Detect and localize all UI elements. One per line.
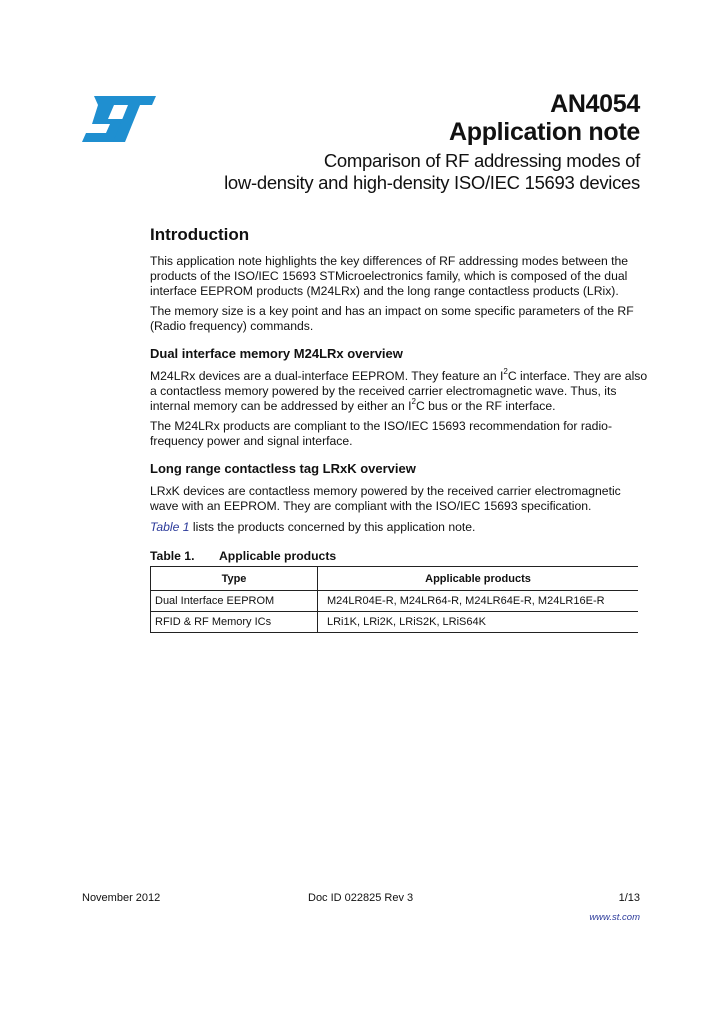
text-line: The M24LRx products are compliant to the ISO/IEC 15693 recommendation for radio-	[150, 419, 613, 433]
text-segment: C interface. They are also	[507, 369, 648, 383]
document-number: AN4054	[550, 90, 640, 118]
text-segment: lists the products concerned by this application note.	[189, 520, 476, 534]
st-logo	[82, 96, 156, 142]
table-header-row	[151, 567, 639, 591]
footer-website-link[interactable]: www.st.com	[589, 912, 640, 923]
text-line: The memory size is a key point and has an impact on some specific parameters of the RF	[150, 304, 634, 318]
long-range-heading: Long range contactless tag LRxK overview	[150, 461, 416, 476]
cell-products: LRi1K, LRi2K, LRiS2K, LRiS64K	[318, 612, 639, 633]
dual-interface-paragraph-1	[150, 366, 650, 414]
footer-page-number: 1/13	[618, 892, 640, 904]
text-line: LRxK devices are contactless memory powered by the received carrier electromagnetic	[150, 484, 621, 498]
table-row	[151, 591, 639, 612]
table-row	[151, 612, 639, 633]
text-line: a contactless memory powered by the received carrier electromagnetic wave. Thus, its	[150, 384, 617, 398]
footer-date: November 2012	[82, 892, 161, 904]
cell-type: RFID & RF Memory ICs	[151, 612, 318, 633]
text-line	[150, 366, 650, 384]
text-line: This application note highlights the key differences of RF addressing modes between the	[150, 254, 629, 268]
footer-doc-id: Doc ID 022825 Rev 3	[308, 892, 414, 904]
table-caption-title: Applicable products	[219, 549, 337, 563]
text-line	[150, 396, 650, 414]
introduction-paragraph-1	[150, 254, 650, 299]
long-range-paragraph-2	[150, 520, 650, 535]
subtitle-line-1: Comparison of RF addressing modes of	[323, 150, 640, 171]
applicable-products-table	[150, 566, 638, 633]
introduction-paragraph-2	[150, 304, 650, 334]
text-line: wave with an EEPROM. They are compliant with the ISO/IEC 15693 specification.	[150, 499, 592, 513]
header-applicable-products: Applicable products	[318, 567, 639, 591]
superscript: 2	[503, 366, 508, 376]
text-segment: C bus or the RF interface.	[415, 399, 556, 413]
text-segment: internal memory can be addressed by either an I	[150, 399, 412, 413]
document-type: Application note	[448, 118, 640, 146]
introduction-heading: Introduction	[150, 225, 250, 244]
subtitle-line-2: low-density and high-density ISO/IEC 15693 devices	[224, 172, 640, 193]
text-line: interface EEPROM products (M24LRx) and the long range contactless products (LRix).	[150, 284, 619, 298]
text-line: (Radio frequency) commands.	[150, 319, 314, 333]
cell-products: M24LR04E-R, M24LR64-R, M24LR64E-R, M24LR16E-R	[318, 591, 639, 612]
text-line: products of the ISO/IEC 15693 STMicroelectronics family, which is composed of the dual	[150, 269, 628, 283]
text-line: frequency power and signal interface.	[150, 434, 353, 448]
dual-interface-paragraph-2	[150, 419, 650, 449]
superscript: 2	[411, 396, 416, 406]
text-line	[150, 520, 650, 535]
table-caption-label: Table 1.	[150, 549, 195, 563]
text-segment: M24LRx devices are a dual-interface EEPROM. They feature an I	[150, 369, 504, 383]
long-range-paragraph-1	[150, 484, 650, 514]
dual-interface-heading: Dual interface memory M24LRx overview	[150, 346, 403, 361]
table-1-link[interactable]: Table 1	[150, 520, 190, 534]
header-type: Type	[151, 567, 318, 591]
table-caption	[150, 549, 336, 563]
cell-type: Dual Interface EEPROM	[151, 591, 318, 612]
